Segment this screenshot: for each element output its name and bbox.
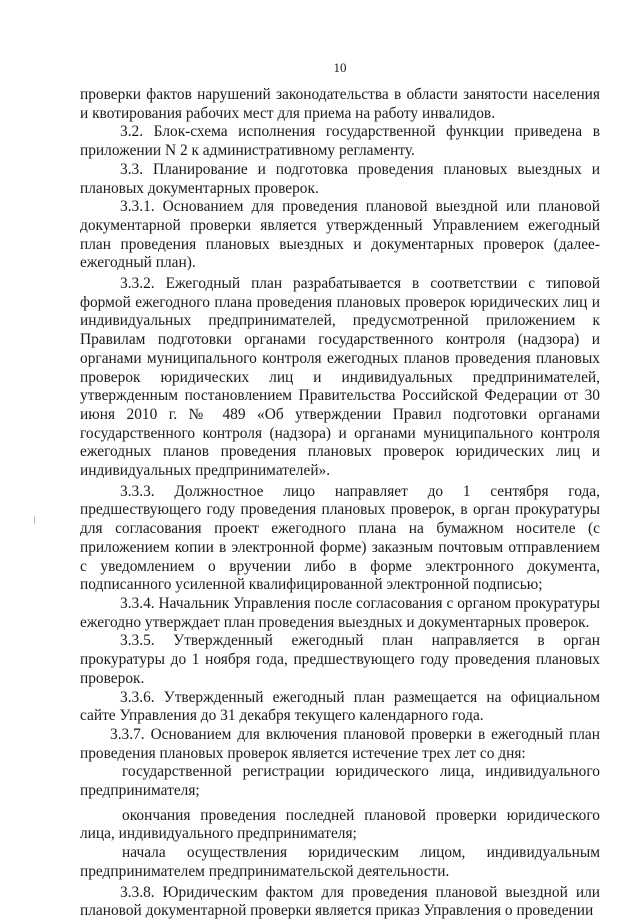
paragraph-3-3-3: 3.3.3. Должностное лицо направляет до 1 сентября года, предшествующего году проведения плановых проверок, в орган прокуратуры для согласования проект ежегодного плана на бумажном носителе (с приложением копии в электронной форме) заказным почтовым отправлением с уведомлением о вручении либо в форме электронного документа, подписанного усиленной квалифицированной электронной подписью; xyxy=(80,482,600,594)
margin-mark xyxy=(34,516,35,524)
document-body xyxy=(80,86,600,921)
list-item-business-start: начала осуществления юридическим лицом, индивидуальным предпринимателем предпринимательской деятельности. xyxy=(80,844,600,880)
paragraph-3-3-7: 3.3.7. Основанием для включения плановой проверки в ежегодный план проведения плановых проверок является истечение трех лет со дня: xyxy=(80,725,600,762)
list-item-last-inspection: окончания проведения последней плановой проверки юридического лица, индивидуального предпринимателя; xyxy=(80,806,600,843)
paragraph-3-3-4: 3.3.4. Начальник Управления после согласования с органом прокуратуры ежегодно утверждает план проведения выездных и документарных проверок. xyxy=(80,594,600,631)
paragraph-3-3-2: 3.3.2. Ежегодный план разрабатывается в соответствии с типовой формой ежегодного плана проведения плановых проверок юридических лиц и индивидуальных предпринимателей, предусмотренной приложением к Правилам подготовки органами государственного контроля (надзора) и органами муниципального контроля ежегодных планов проведения плановых проверок юридических лиц и индивидуальных предпринимателей, утвержденным постановлением Правительства Российской Федерации от 30 июня 2010 г. № 489 «Об утверждении Правил подготовки органами государственного контроля (надзора) и органами муниципального контроля ежегодных планов проведения плановых проверок юридических лиц и индивидуальных предпринимателей». xyxy=(80,275,600,480)
list-item-state-registration: государственной регистрации юридического лица, индивидуального предпринимателя; xyxy=(80,763,600,800)
paragraph-3-3-1: 3.3.1. Основанием для проведения плановой выездной или плановой документарной проверки является утвержденный Управлением ежегодный план проведения плановых выездных и документарных проверок (далее-ежегодный план). xyxy=(80,198,600,272)
page-number: 10 xyxy=(333,60,347,75)
paragraph-3-2: 3.2. Блок-схема исполнения государственной функции приведена в приложении N 2 к административному регламенту. xyxy=(80,123,600,160)
paragraph-3-3-5: 3.3.5. Утвержденный ежегодный план направляется в орган прокуратуры до 1 ноября года, предшествующего году проведения плановых проверок. xyxy=(80,632,600,687)
paragraph-3-3-8: 3.3.8. Юридическим фактом для проведения плановой выездной или плановой документарной проверки является приказ Управления о проведении xyxy=(80,883,600,920)
paragraph-3-3: 3.3. Планирование и подготовка проведения плановых выездных и плановых документарных проверок. xyxy=(80,160,600,197)
paragraph-3-3-6: 3.3.6. Утвержденный ежегодный план размещается на официальном сайте Управления до 31 декабря текущего календарного года. xyxy=(80,688,600,725)
paragraph-continuation: проверки фактов нарушений законодательства в области занятости населения и квотирования рабочих мест для приема на работу инвалидов. xyxy=(80,86,600,122)
